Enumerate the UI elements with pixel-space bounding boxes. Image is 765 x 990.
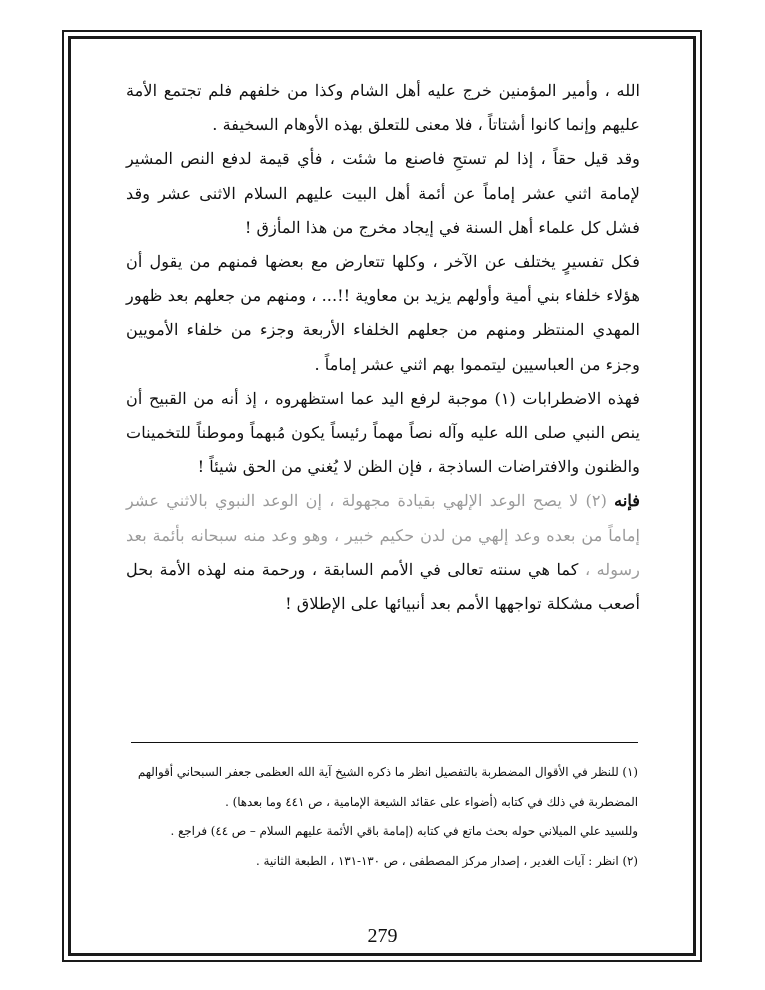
footnote-1-extra: وللسيد علي الميلاني حوله بحث ماتع في كتابه (إمامة باقي الأئمة عليهم السلام – ص ٤٤) فراجع . (170, 824, 638, 838)
paragraph-1: الله ، وأمير المؤمنين خرج عليه أهل الشام وكذا من خلفهم فلم تجتمع الأمة عليهم وإنما كانوا أشتاتاً ، فلا معنى للتعلق بهذه الأوهام السخيفة . (126, 81, 640, 135)
footnote-1-continued: المضطربة في ذلك في كتابه (أضواء على عقائد الشيعة الإمامية ، ص ٤٤١ وما بعدها) . (225, 794, 638, 809)
paragraph-3: فكل تفسيرٍ يختلف عن الآخر ، وكلها تتعارض مع بعضها فمنهم من يقول أن هؤلاء خلفاء بني أمية وأولهم يزيد بن معاوية !!... ، ومنهم من جعلهم بعد ظهور المهدي المنتظر ومنهم من جعلهم الخلفاء الأربعة وجزء من خلفاء الأمويين وجزء من العباسيين ليتمموا بهم اثني عشر إماماً . (126, 252, 640, 374)
footnote-1: (١) للنظر في الأقوال المضطربة بالتفصيل انظر ما ذكره الشيخ آية الله العظمى جعفر السبحاني أقوالهم (137, 765, 638, 779)
paragraph-5-label: فإنه (614, 491, 640, 511)
paragraph-5 (126, 484, 640, 621)
footnote-separator (131, 742, 638, 743)
page-number: 279 (367, 925, 398, 947)
paragraph-2: وقد قيل حقاً ، إذا لم تستحِ فاصنع ما شئت ، فأي قيمة لدفع النص المشير لإمامة اثني عشر إماماً عن أئمة أهل البيت عليهم السلام الاثنى عشر وقد فشل كل علماء أهل السنة في إيجاد مخرج من هذا المأزق ! (126, 149, 640, 237)
paragraph-5-rest: كما هي سنته تعالى في الأمم السابقة ، ورحمة منه لهذه الأمة بحل أصعب مشكلة تواجهها الأمم بعد أنبيائها على الإطلاق ! (126, 559, 640, 614)
paragraph-4: فهذه الاضطرابات (١) موجبة لرفع اليد عما استظهروه ، إذ أنه من القبيح أن ينص النبي صلى الله عليه وآله نصاً مهماً رئيساً يكون مُبهماً وموطناً للتخمينات والظنون والافتراضات الساذجة ، فإن الظن لا يُغني من الحق شيئاً ! (126, 388, 640, 477)
footnote-2: (٢) انظر : آيات الغدير ، إصدار مركز المصطفى ، ص ١٣٠-١٣١ ، الطبعة الثانية . (256, 853, 638, 868)
paragraph-5-highlight: (٢) لا يصح الوعد الإلهي بقيادة مجهولة ، إن الوعد النبوي بالاثني عشر إماماً من بعده وعد إلهي من لدن حكيم خبير ، وهو وعد منه سبحانه بأئمة بعد رسوله ، (126, 491, 640, 579)
footnotes (137, 758, 638, 876)
body-text (126, 74, 640, 621)
